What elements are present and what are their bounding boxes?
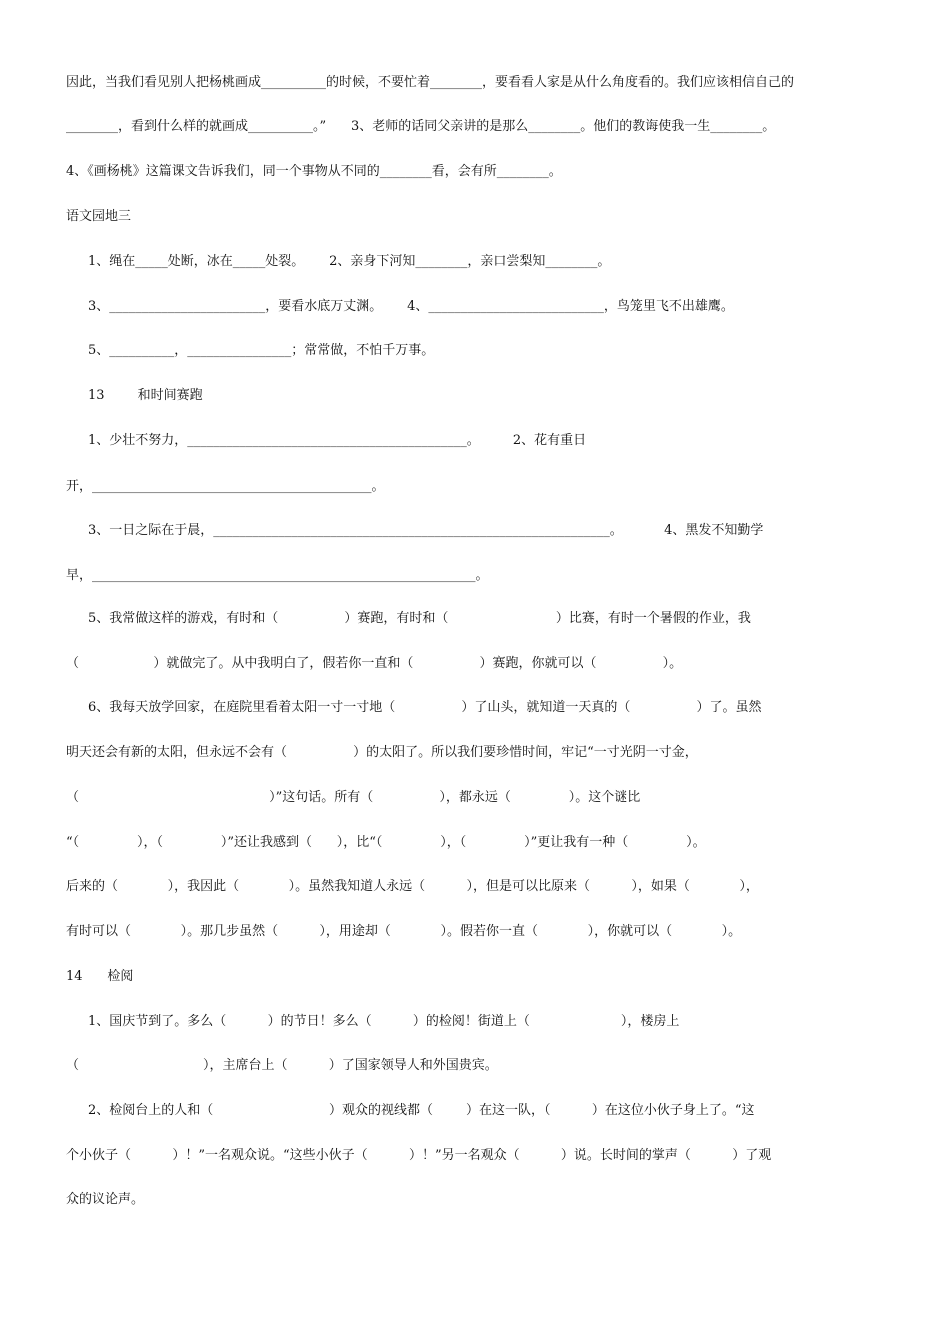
section-heading: 14 检阅: [66, 969, 134, 984]
text-line: 后来的（ ），我因此（ ）。虽然我知道人永远（ ），但是可以比原来（ ），如果（ ），: [66, 879, 759, 894]
text-line: 2、检阅台上的人和（ ）观众的视线都（ ）在这一队，（ ）在这位小伙子身上了。“这: [88, 1103, 755, 1118]
text-line: （ ），主席台上（ ）了国家领导人和外国贵宾。: [66, 1058, 498, 1073]
text-line: 1、少壮不努力，___________________________________________。 2、花有重日: [88, 433, 587, 448]
section-heading: 语文园地三: [66, 209, 132, 224]
text-line: 个小伙子（ ）！”一名观众说。“这些小伙子（ ）！”另一名观众（ ）说。长时间的掌声（ ）了观: [66, 1148, 772, 1163]
text-line: 1、国庆节到了。多么（ ）的节日！多么（ ）的检阅！街道上（ ），楼房上: [88, 1014, 680, 1029]
text-line: 6、我每天放学回家，在庭院里看着太阳一寸一寸地（ ）了山头，就知道一天真的（ ）了。虽然: [88, 700, 762, 715]
text-line: 有时可以（ ）。那几步虽然（ ），用途却（ ）。假若你一直（ ），你就可以（ ）。: [66, 924, 742, 939]
text-line: 5、我常做这样的游戏，有时和（ ）赛跑，有时和（ ）比赛，有时一个暑假的作业，我: [88, 611, 751, 626]
text-line: 明天还会有新的太阳，但永远不会有（ ）的太阳了。所以我们要珍惜时间，牢记“一寸光阴一寸金，: [66, 745, 698, 760]
text-line: 开，___________________________________________。: [66, 479, 385, 494]
section-heading: 13 和时间赛跑: [88, 388, 203, 403]
text-line: ________，看到什么样的就画成__________。” 3、老师的话同父亲讲的是那么________。他们的教诲使我一生________。: [66, 119, 776, 134]
text-line: 3、一日之际在于晨，_____________________________________________________________。 4、黑发不知勤学: [88, 523, 764, 538]
text-line: 众的议论声。: [66, 1192, 145, 1207]
text-line: 因此，当我们看见别人把杨桃画成__________的时候，不要忙着________，要看看人家是从什么角度看的。我们应该相信自己的: [66, 75, 795, 90]
text-line: 早，___________________________________________________________。: [66, 568, 489, 583]
text-line: （ ）”这句话。所有（ ），都永远（ ）。这个谜比: [66, 790, 641, 805]
text-line: “（ ），（ ）”还让我感到（ ），比“（ ），（ ）”更让我有一种（ ）。: [66, 835, 706, 850]
text-line: 1、绳在_____处断，冰在_____处裂。 2、亲身下河知________，亲口尝梨知________。: [88, 254, 611, 269]
text-line: 5、__________，________________；常常做，不怕千万事。: [88, 343, 435, 358]
text-line: 4、《画杨桃》这篇课文告诉我们，同一个事物从不同的________看，会有所________。: [66, 164, 562, 179]
text-line: 3、________________________，要看水底万丈渊。 4、___________________________，鸟笼里飞不出雄鹰。: [88, 299, 734, 314]
text-line: （ ）就做完了。从中我明白了，假若你一直和（ ）赛跑，你就可以（ ）。: [66, 656, 683, 671]
